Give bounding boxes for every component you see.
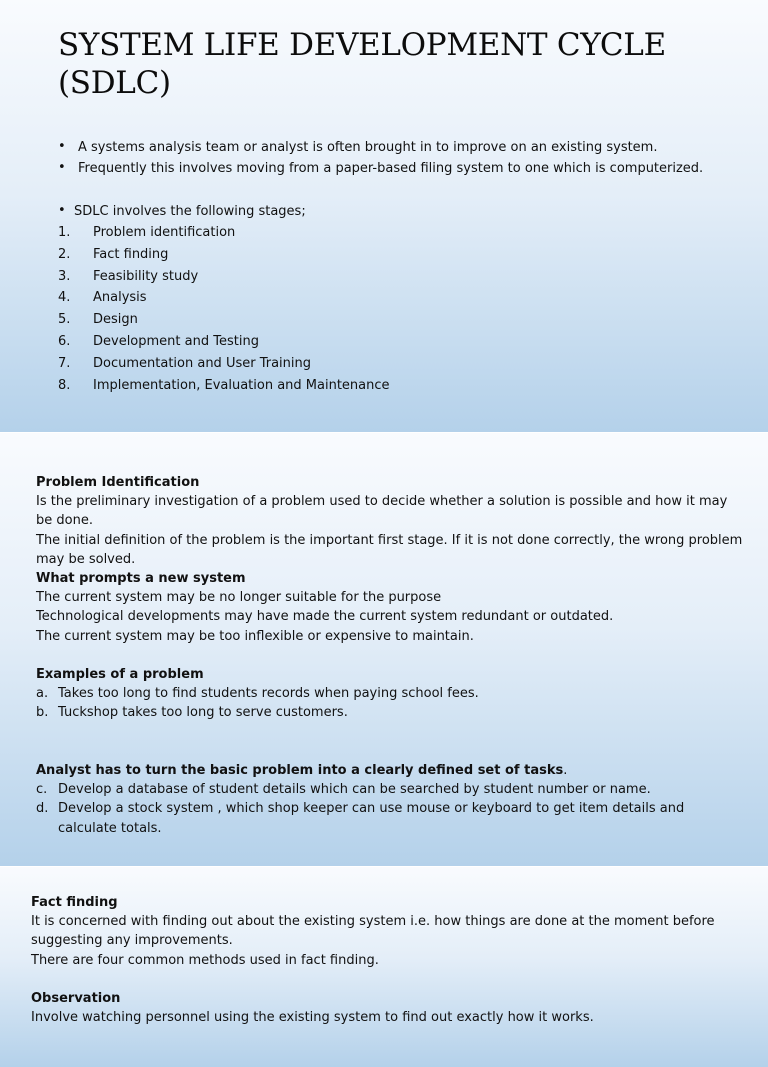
paragraph: There are four common methods used in fact finding. bbox=[31, 952, 379, 968]
slide-sdlc-overview bbox=[0, 0, 768, 432]
list-text: Takes too long to find students records when paying school fees. bbox=[58, 686, 479, 702]
stage-text: Analysis bbox=[93, 290, 147, 306]
section-heading: Observation bbox=[31, 991, 121, 1006]
stage-number: 5. bbox=[58, 312, 71, 328]
stage-number: 6. bbox=[58, 333, 71, 349]
stage-item bbox=[58, 375, 390, 397]
stages-list bbox=[58, 222, 390, 396]
stage-text: Development and Testing bbox=[93, 333, 259, 349]
list-item bbox=[36, 799, 746, 837]
stage-number: 4. bbox=[58, 290, 71, 306]
prompt-line: Technological developments may have made the current system redundant or outdated. bbox=[36, 609, 614, 625]
slide-fact-finding bbox=[0, 867, 768, 1067]
stage-item bbox=[58, 287, 390, 309]
list-item bbox=[36, 780, 746, 799]
stage-item bbox=[58, 353, 390, 375]
section-heading: Problem Identification bbox=[36, 475, 200, 490]
stage-item bbox=[58, 266, 390, 288]
slide-problem-identification bbox=[0, 433, 768, 866]
stage-text: Feasibility study bbox=[93, 268, 199, 284]
list-letter: d. bbox=[36, 801, 49, 817]
examples-list bbox=[36, 684, 746, 722]
stage-item bbox=[58, 244, 390, 266]
stage-item bbox=[58, 331, 390, 353]
section-heading: Examples of a problem bbox=[36, 667, 204, 683]
stages-intro: • SDLC involves the following stages; bbox=[58, 201, 306, 222]
intro-bullets bbox=[58, 137, 703, 179]
slide-title: SYSTEM LIFE DEVELOPMENT CYCLE (SDLC) bbox=[58, 27, 666, 101]
paragraph: The initial definition of the problem is the important first stage. If it is not done correctly, the wrong problem may be solved. bbox=[36, 532, 743, 567]
stage-item bbox=[58, 222, 390, 244]
stage-text: Fact finding bbox=[93, 246, 169, 262]
slide-body bbox=[31, 893, 741, 1027]
slide-body bbox=[36, 473, 746, 838]
list-letter: b. bbox=[36, 705, 49, 721]
section-heading: Analyst has to turn the basic problem into a clearly defined set of tasks bbox=[36, 763, 564, 778]
stage-text: Implementation, Evaluation and Maintenance bbox=[93, 377, 390, 393]
analyst-period: . bbox=[563, 763, 568, 778]
prompt-line: The current system may be no longer suitable for the purpose bbox=[36, 590, 442, 606]
list-text: Develop a database of student details which can be searched by student number or name. bbox=[58, 782, 651, 798]
paragraph: It is concerned with finding out about the existing system i.e. how things are done at the moment before suggesting any improvements. bbox=[31, 914, 715, 949]
stage-number: 7. bbox=[58, 355, 71, 371]
stage-text: Documentation and User Training bbox=[93, 355, 311, 371]
stage-number: 2. bbox=[58, 246, 71, 262]
tasks-list bbox=[36, 780, 746, 838]
stage-number: 3. bbox=[58, 268, 71, 284]
bullet-item: • Frequently this involves moving from a paper-based filing system to one which is computerized. bbox=[58, 158, 703, 179]
stage-number: 1. bbox=[58, 225, 71, 240]
prompt-line: The current system may be too inflexible or expensive to maintain. bbox=[36, 628, 474, 644]
paragraph: Is the preliminary investigation of a problem used to decide whether a solution is possible and how it may be done. bbox=[36, 494, 728, 529]
section-heading: Fact finding bbox=[31, 895, 118, 910]
list-letter: a. bbox=[36, 686, 49, 702]
stage-text: Design bbox=[93, 312, 138, 328]
paragraph: Involve watching personnel using the existing system to find out exactly how it works. bbox=[31, 1010, 594, 1026]
bullet-item: • A systems analysis team or analyst is often brought in to improve on an existing system. bbox=[58, 137, 703, 158]
section-heading: What prompts a new system bbox=[36, 571, 246, 587]
stage-text: Problem identification bbox=[93, 225, 236, 240]
list-text: Tuckshop takes too long to serve customers. bbox=[58, 705, 348, 721]
stage-item bbox=[58, 309, 390, 331]
list-letter: c. bbox=[36, 782, 48, 798]
list-text: Develop a stock system , which shop keeper can use mouse or keyboard to get item details and calculate totals. bbox=[58, 801, 685, 836]
analyst-line bbox=[36, 761, 746, 780]
list-item bbox=[36, 703, 746, 722]
stage-number: 8. bbox=[58, 377, 71, 393]
list-item bbox=[36, 684, 746, 703]
